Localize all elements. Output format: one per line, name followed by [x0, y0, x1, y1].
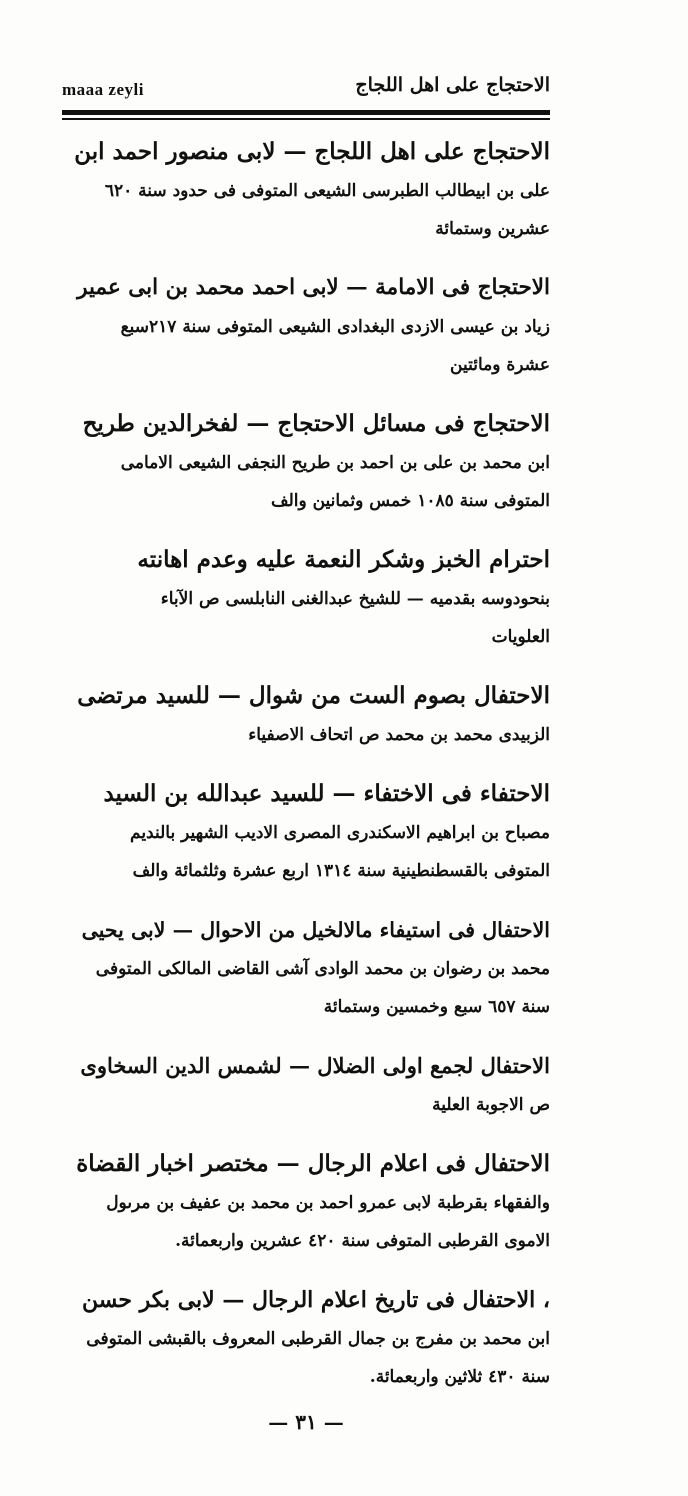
- entry-title: الاحتجاج فى الامامة — لابى احمد محمد بن ابى عمير: [77, 275, 550, 300]
- entry-text-line: ص الاجوبة العلية: [432, 1095, 550, 1115]
- entry-text-line: مصباح بن ابراهيم الاسكندرى المصرى الاديب الشهير بالنديم: [130, 823, 550, 843]
- entry-text-line: المتوفى بالقسطنطينية سنة ١٣١٤ اربع عشرة وثلثمائة والف: [132, 861, 550, 881]
- header-rule-thin: [62, 118, 550, 120]
- page-number: — ٣١ —: [268, 1410, 344, 1434]
- entry-text-line: على بن ابيطالب الطبرسى الشيعى المتوفى فى حدود سنة ٦٢٠: [104, 181, 550, 201]
- entry-title: الاحتفال لجمع اولى الضلال — لشمس الدين السخاوى: [80, 1053, 550, 1078]
- running-header: [62, 74, 550, 110]
- entry: [72, 1144, 550, 1260]
- entry-title: الاحتفال فى اعلام الرجال — مختصر اخبار القضاة: [76, 1150, 550, 1177]
- entry-text-line: والفقهاء بقرطبة لابى عمرو احمد بن محمد بن عفيف بن مرىول: [106, 1193, 550, 1213]
- entry-title: الاحتفال فى استيفاء مالالخيل من الاحوال — لابى يحيى: [81, 918, 550, 942]
- entry-title: الاحتجاج فى مسائل الاحتجاج — لفخرالدين طريح: [82, 410, 550, 437]
- entry-text-line: عشرة ومائتين: [450, 355, 550, 375]
- entry-text-line: زياد بن عيسى الازدى البغدادى الشيعى المتوفى سنة ٢١٧سبع: [120, 317, 550, 337]
- entry-text-line: الزبيدى محمد بن محمد ص اتحاف الاصفياء: [248, 725, 550, 745]
- entry-text-line: الاموى القرطبى المتوفى سنة ٤٢٠ عشرين واربعمائة.: [175, 1231, 550, 1251]
- entry: [72, 910, 550, 1026]
- entry: [72, 268, 550, 384]
- entry-text-line: ابن محمد بن مفرج بن جمال القرطبى المعروف بالقبشى المتوفى: [86, 1329, 550, 1349]
- entry: [72, 1280, 550, 1396]
- entry-text-line: محمد بن رضوان بن محمد الوادى آشى القاضى المالكى المتوفى: [95, 959, 550, 979]
- entry-title: ، الاحتفال فى تاريخ اعلام الرجال — لابى بكر حسن: [82, 1287, 550, 1313]
- entry-title: الاحتفاء فى الاختفاء — للسيد عبدالله بن السيد: [103, 780, 550, 807]
- header-right-text: الاحتجاج على اهل اللجاج: [355, 74, 550, 96]
- entry-text-line: عشرين وستمائة: [435, 219, 550, 239]
- entry-text-line: بنحودوسه بقدميه — للشيخ عبدالغنى النابلسى ص الآباء: [160, 589, 550, 609]
- header-left-text: maaa zeyli: [62, 80, 144, 99]
- entry: [72, 404, 550, 520]
- header-rule-thick: [62, 110, 550, 115]
- entry-text-line: العلويات: [491, 627, 550, 647]
- entry-text-line: ابن محمد بن على بن احمد بن طريح النجفى الشيعى الامامى: [120, 453, 550, 473]
- entries-list: [72, 132, 550, 1416]
- entry-text-line: سنة ٦٥٧ سبع وخمسين وستمائة: [323, 997, 550, 1017]
- entry-title: الاحتجاج على اهل اللجاج — لابى منصور احمد ابن: [74, 138, 550, 165]
- entry-text-line: المتوفى سنة ١٠٨٥ خمس وثمانين والف: [270, 491, 550, 511]
- entry: [72, 540, 550, 656]
- entry: [72, 676, 550, 754]
- entry-title: احترام الخبز وشكر النعمة عليه وعدم اهانته: [137, 546, 550, 573]
- entry: [72, 1046, 550, 1124]
- entry-title: الاحتفال بصوم الست من شوال — للسيد مرتضى: [77, 682, 550, 709]
- entry: [72, 774, 550, 890]
- entry: [72, 132, 550, 248]
- entry-text-line: سنة ٤٣٠ ثلاثين واربعمائة.: [369, 1367, 550, 1387]
